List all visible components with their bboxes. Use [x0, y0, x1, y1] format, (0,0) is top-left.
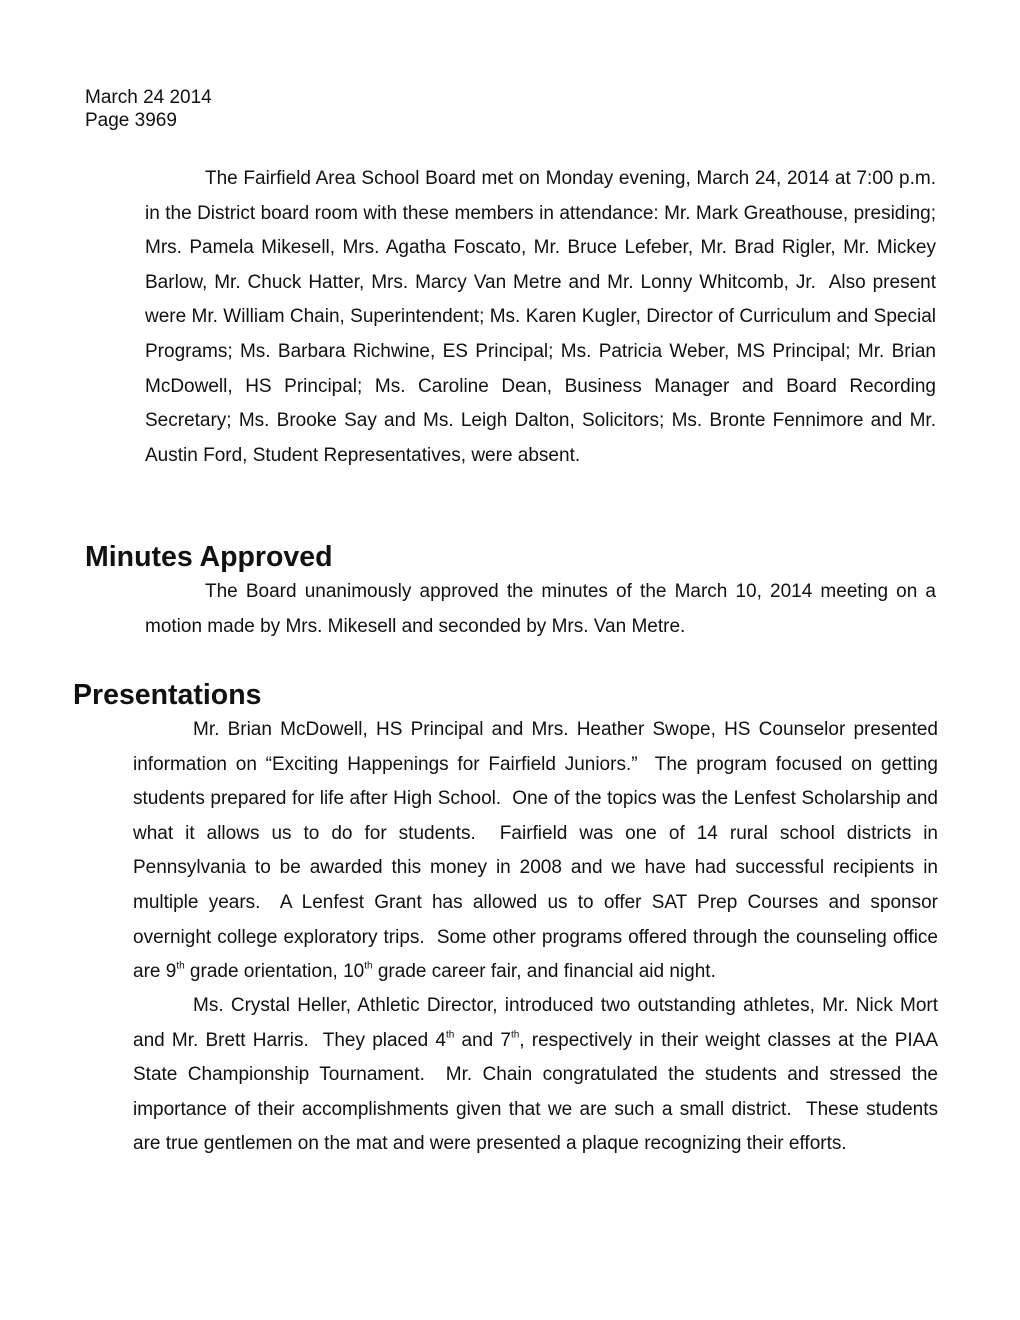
presentation-athletes-text-1: Ms. Crystal Heller, Athletic Director, introduced two outstanding athletes, Mr. Nick Mort and Mr. Brett Harris. They placed 4 — [133, 995, 938, 1051]
ordinal-suffix: th — [176, 960, 185, 972]
presentation-athletes-text-3: , respectively in their weight classes at the PIAA State Championship Tournament. Mr. Chain congratulated the students and stressed the importance of their accomplishments given that we are such a small district. These students are true gentlemen on the mat and were presented a plaque recognizing their efforts. — [133, 1029, 938, 1155]
minutes-approved-heading: Minutes Approved — [85, 541, 333, 573]
presentation-juniors-text-2: grade orientation, 10 — [184, 961, 365, 983]
ordinal-suffix: th — [364, 960, 373, 972]
presentation-athletes-text-2: and 7 — [454, 1029, 511, 1051]
minutes-approved-paragraph: The Board unanimously approved the minutes of the March 10, 2014 meeting on a motion made by Mrs. Mikesell and seconded by Mrs. Van Metre. — [145, 581, 936, 637]
presentation-juniors-paragraph — [133, 713, 938, 990]
meeting-date: March 24 2014 — [85, 87, 212, 108]
attendance-paragraph: The Fairfield Area School Board met on Monday evening, March 24, 2014 at 7:00 p.m. in the District board room with these members in attendance: Mr. Mark Greathouse, presiding; Mrs. Pamela Mikesell, Mrs. Agatha Foscato, Mr. Bruce Lefeber, Mr. Brad Rigler, Mr. Mickey Barlow, Mr. Chuck Hatter, Mrs. Marcy Van Metre and Mr. Lonny Whitcomb, Jr. Also present were Mr. William Chain, Superintendent; Ms. Karen Kugler, Director of Curriculum and Special Programs; Ms. Barbara Richwine, ES Principal; Ms. Patricia Weber, MS Principal; Mr. Brian McDowell, HS Principal; Ms. Caroline Dean, Business Manager and Board Recording Secretary; Ms. Brooke Say and Ms. Leigh Dalton, Solicitors; Ms. Bronte Fennimore and Mr. Austin Ford, Student Representatives, were absent. — [145, 168, 936, 466]
ordinal-suffix: th — [510, 1029, 520, 1041]
page-header — [85, 86, 212, 132]
presentations-heading: Presentations — [73, 679, 262, 711]
presentation-juniors-text-1: Mr. Brian McDowell, HS Principal and Mrs. Heather Swope, HS Counselor presented information on “Exciting Happenings for Fairfield Juniors.” The program focused on getting students prepared for life after High School. One of the topics was the Lenfest Scholarship and what it allows us to do for students. Fairfield was one of 14 rural school districts in Pennsylvania to be awarded this money in 2008 and we have had successful recipients in multiple years. A Lenfest Grant has allowed us to offer SAT Prep Courses and sponsor overnight college exploratory trips. Some other programs offered through the counseling office are 9 — [133, 719, 938, 983]
ordinal-suffix: th — [445, 1029, 455, 1041]
presentation-juniors-text-3: grade career fair, and financial aid night. — [372, 961, 716, 983]
page-number: Page 3969 — [85, 110, 177, 131]
presentation-athletes-paragraph — [133, 989, 938, 1162]
